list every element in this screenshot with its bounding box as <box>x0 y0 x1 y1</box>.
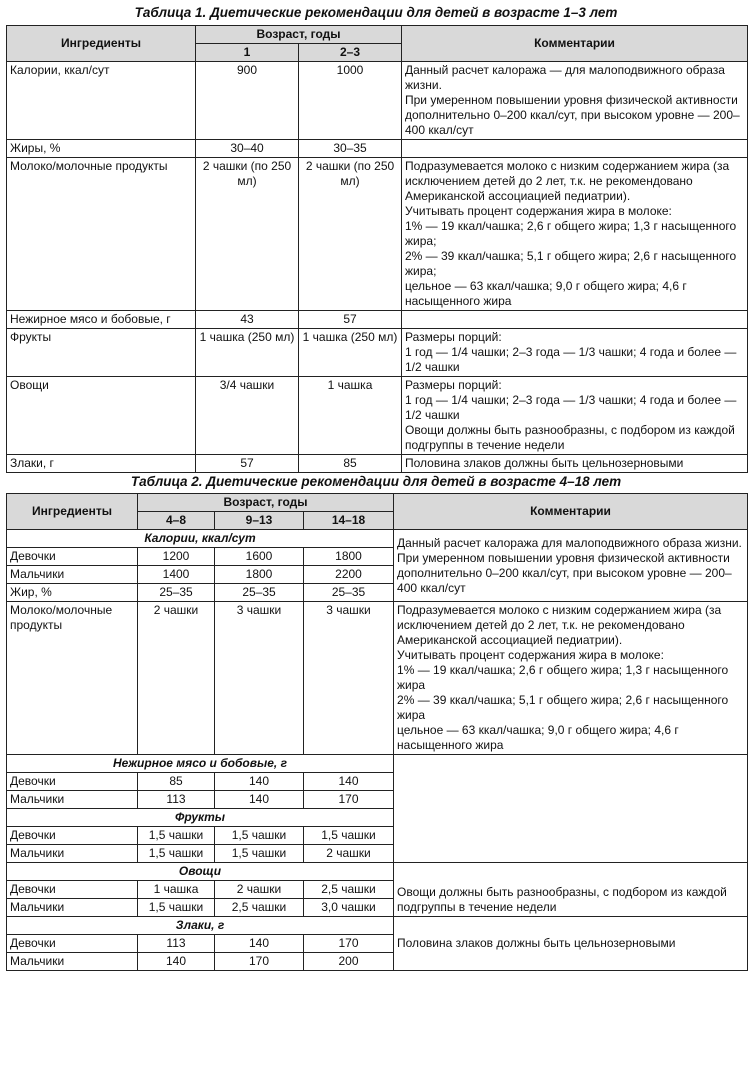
t1-row-value-age-1: 57 <box>196 455 299 473</box>
t2-section-grains: Злаки, г <box>7 917 394 935</box>
t2-meat-girls-v2: 140 <box>215 773 304 791</box>
t2-milk-v1: 2 чашки <box>138 602 215 755</box>
t2-milk-v2: 3 чашки <box>215 602 304 755</box>
t2-veg-boys-v1: 1,5 чашки <box>138 899 215 917</box>
t2-fat-label: Жир, % <box>7 584 138 602</box>
t1-row <box>7 311 748 329</box>
t2-meat-girls-v1: 85 <box>138 773 215 791</box>
t2-fruits-girls-v3: 1,5 чашки <box>304 827 394 845</box>
t2-milk-comment-line: цельное — 63 ккал/чашка; 9,0 г общего жира; 4,6 г насыщенного жира <box>397 723 679 752</box>
t1-row-comment <box>402 62 748 140</box>
t2-meat-boys-v2: 140 <box>215 791 304 809</box>
t1-row-comment <box>402 329 748 377</box>
t2-veg-boys-v3: 3,0 чашки <box>304 899 394 917</box>
t1-row <box>7 377 748 455</box>
t2-veg-girls-v3: 2,5 чашки <box>304 881 394 899</box>
t2-comment-milk <box>394 602 748 755</box>
t1-comment-line: 1% — 19 ккал/чашка; 2,6 г общего жира; 1,3 г насыщенного жира; <box>405 219 737 248</box>
t2-fruits-boys-v2: 1,5 чашки <box>215 845 304 863</box>
t1-row-label: Калории, ккал/сут <box>7 62 196 140</box>
t2-milk-comment-line: Учитывать процент содержания жира в молоке: <box>397 648 664 662</box>
t2-fruits-girls-v2: 1,5 чашки <box>215 827 304 845</box>
t2-grains-boys-v2: 170 <box>215 953 304 971</box>
t1-row-comment <box>402 377 748 455</box>
t1-comment-line: Половина злаков должны быть цельнозерновыми <box>405 456 684 470</box>
t1-row-label: Злаки, г <box>7 455 196 473</box>
t2-milk-v3: 3 чашки <box>304 602 394 755</box>
t2-grains-girls-v1: 113 <box>138 935 215 953</box>
t1-comment-line: Данный расчет калоража — для малоподвижного образа жизни. <box>405 63 725 92</box>
t2-grains-girls-v3: 170 <box>304 935 394 953</box>
t2-header-age-1: 4–8 <box>138 512 215 530</box>
t2-grains-boys-v1: 140 <box>138 953 215 971</box>
t1-row-label: Жиры, % <box>7 140 196 158</box>
t1-row-value-age-2: 1 чашка <box>299 377 402 455</box>
t2-comment-grains: Половина злаков должны быть цельнозерновыми <box>394 917 748 971</box>
t2-fruits-boys-label: Мальчики <box>7 845 138 863</box>
t2-calories-boys-v2: 1800 <box>215 566 304 584</box>
t1-row-value-age-2: 2 чашки (по 250 мл) <box>299 158 402 311</box>
t1-row-label: Нежирное мясо и бобовые, г <box>7 311 196 329</box>
t1-row-comment <box>402 140 748 158</box>
t1-row <box>7 62 748 140</box>
t1-comment-line: При умеренном повышении уровня физической активности дополнительно 0–200 ккал/сут, при высоком уровне — 200–400 ккал/сут <box>405 93 740 137</box>
t2-meat-boys-label: Мальчики <box>7 791 138 809</box>
t2-veg-girls-v2: 2 чашки <box>215 881 304 899</box>
t1-row-value-age-1: 3/4 чашки <box>196 377 299 455</box>
table1-caption: Таблица 1. Диетические рекомендации для детей в возрасте 1–3 лет <box>134 5 618 20</box>
t2-comment-calories: Данный расчет калоража для малоподвижного образа жизни. При умеренном повышении уровня физической активности дополнительно 0–200 ккал/сут, при высоком уровне — 200–400 ккал/сут <box>394 530 748 602</box>
t1-row-value-age-2: 30–35 <box>299 140 402 158</box>
t2-fruits-boys-v1: 1,5 чашки <box>138 845 215 863</box>
t2-calories-boys-v3: 2200 <box>304 566 394 584</box>
t1-comment-line: Размеры порций: <box>405 330 502 344</box>
t2-veg-girls-v1: 1 чашка <box>138 881 215 899</box>
t2-header-ingredients: Ингредиенты <box>7 494 138 530</box>
t2-fat-v2: 25–35 <box>215 584 304 602</box>
t1-row-comment <box>402 158 748 311</box>
t1-row-value-age-1: 900 <box>196 62 299 140</box>
t2-meat-boys-v1: 113 <box>138 791 215 809</box>
t2-comment-empty <box>394 755 748 863</box>
t2-milk-label: Молоко/молочные продукты <box>7 602 138 755</box>
t2-calories-girls-label: Девочки <box>7 548 138 566</box>
t1-comment-line: 2% — 39 ккал/чашка; 5,1 г общего жира; 2,6 г насыщенного жира; <box>405 249 737 278</box>
t1-header-ingredients: Ингредиенты <box>7 26 196 62</box>
t2-grains-girls-v2: 140 <box>215 935 304 953</box>
t1-row-value-age-2: 1000 <box>299 62 402 140</box>
t1-row-value-age-1: 2 чашки (по 250 мл) <box>196 158 299 311</box>
t2-fruits-girls-v1: 1,5 чашки <box>138 827 215 845</box>
t2-veg-boys-v2: 2,5 чашки <box>215 899 304 917</box>
t1-row <box>7 455 748 473</box>
t2-calories-girls-v3: 1800 <box>304 548 394 566</box>
t2-section-meat: Нежирное мясо и бобовые, г <box>7 755 394 773</box>
t2-fruits-girls-label: Девочки <box>7 827 138 845</box>
t2-header-age-3: 14–18 <box>304 512 394 530</box>
t1-header-age-1: 1 <box>196 44 299 62</box>
t2-calories-boys-v1: 1400 <box>138 566 215 584</box>
t1-row <box>7 329 748 377</box>
t2-fruits-boys-v3: 2 чашки <box>304 845 394 863</box>
t1-comment-line: Учитывать процент содержания жира в молоке: <box>405 204 672 218</box>
t1-row-comment <box>402 455 748 473</box>
t1-comment-line: Подразумевается молоко с низким содержанием жира (за исключением детей до 2 лет, т.к. не рекомендовано Американской ассоциацией педиатрии). <box>405 159 730 203</box>
t1-header-age-2: 2–3 <box>299 44 402 62</box>
t2-calories-girls-v2: 1600 <box>215 548 304 566</box>
t1-row-comment <box>402 311 748 329</box>
t2-calories-boys-label: Мальчики <box>7 566 138 584</box>
t2-header-comments: Комментарии <box>394 494 748 530</box>
t2-milk-comment-line: 1% — 19 ккал/чашка; 2,6 г общего жира; 1,3 г насыщенного жира <box>397 663 729 692</box>
t2-section-fruits: Фрукты <box>7 809 394 827</box>
t2-milk-comment-line: Подразумевается молоко с низким содержанием жира (за исключением детей до 2 лет, т.к. не рекомендовано Американской ассоциацией педиатрии). <box>397 603 722 647</box>
t2-calories-girls-v1: 1200 <box>138 548 215 566</box>
t2-comment-veg: Овощи должны быть разнообразны, с подбором из каждой подгруппы в течение недели <box>394 863 748 917</box>
t2-meat-girls-label: Девочки <box>7 773 138 791</box>
t1-header-comments: Комментарии <box>402 26 748 62</box>
t1-comment-line: Размеры порций: <box>405 378 502 392</box>
t2-grains-girls-label: Девочки <box>7 935 138 953</box>
t2-meat-girls-v3: 140 <box>304 773 394 791</box>
t1-row-label: Овощи <box>7 377 196 455</box>
t1-row-value-age-2: 57 <box>299 311 402 329</box>
t1-row-value-age-1: 43 <box>196 311 299 329</box>
t1-row-value-age-2: 85 <box>299 455 402 473</box>
t2-section-calories: Калории, ккал/сут <box>7 530 394 548</box>
t1-comment-line: Овощи должны быть разнообразны, с подбором из каждой подгруппы в течение недели <box>405 423 735 452</box>
table2-diet-4-18 <box>6 493 748 971</box>
t2-grains-boys-label: Мальчики <box>7 953 138 971</box>
t1-row-label: Фрукты <box>7 329 196 377</box>
t1-comment-line: цельное — 63 ккал/чашка; 9,0 г общего жира; 4,6 г насыщенного жира <box>405 279 687 308</box>
t1-row-value-age-1: 1 чашка (250 мл) <box>196 329 299 377</box>
t2-header-age: Возраст, годы <box>138 494 394 512</box>
t2-header-age-2: 9–13 <box>215 512 304 530</box>
t1-comment-line: 1 год — 1/4 чашки; 2–3 года — 1/3 чашки; 4 года и более — 1/2 чашки <box>405 345 737 374</box>
t2-fat-v1: 25–35 <box>138 584 215 602</box>
t1-row-label: Молоко/молочные продукты <box>7 158 196 311</box>
t2-veg-girls-label: Девочки <box>7 881 138 899</box>
t1-row <box>7 140 748 158</box>
t1-comment-line: 1 год — 1/4 чашки; 2–3 года — 1/3 чашки; 4 года и более — 1/2 чашки <box>405 393 737 422</box>
t2-milk-comment-line: 2% — 39 ккал/чашка; 5,1 г общего жира; 2,6 г насыщенного жира <box>397 693 729 722</box>
t1-row-value-age-1: 30–40 <box>196 140 299 158</box>
t2-grains-boys-v3: 200 <box>304 953 394 971</box>
t1-row <box>7 158 748 311</box>
t2-meat-boys-v3: 170 <box>304 791 394 809</box>
t1-header-age: Возраст, годы <box>196 26 402 44</box>
t1-row-value-age-2: 1 чашка (250 мл) <box>299 329 402 377</box>
t2-veg-boys-label: Мальчики <box>7 899 138 917</box>
t2-fat-v3: 25–35 <box>304 584 394 602</box>
t2-section-veg: Овощи <box>7 863 394 881</box>
table2-caption: Таблица 2. Диетические рекомендации для детей в возрасте 4–18 лет <box>130 474 622 489</box>
table1-diet-1-3 <box>6 25 748 473</box>
